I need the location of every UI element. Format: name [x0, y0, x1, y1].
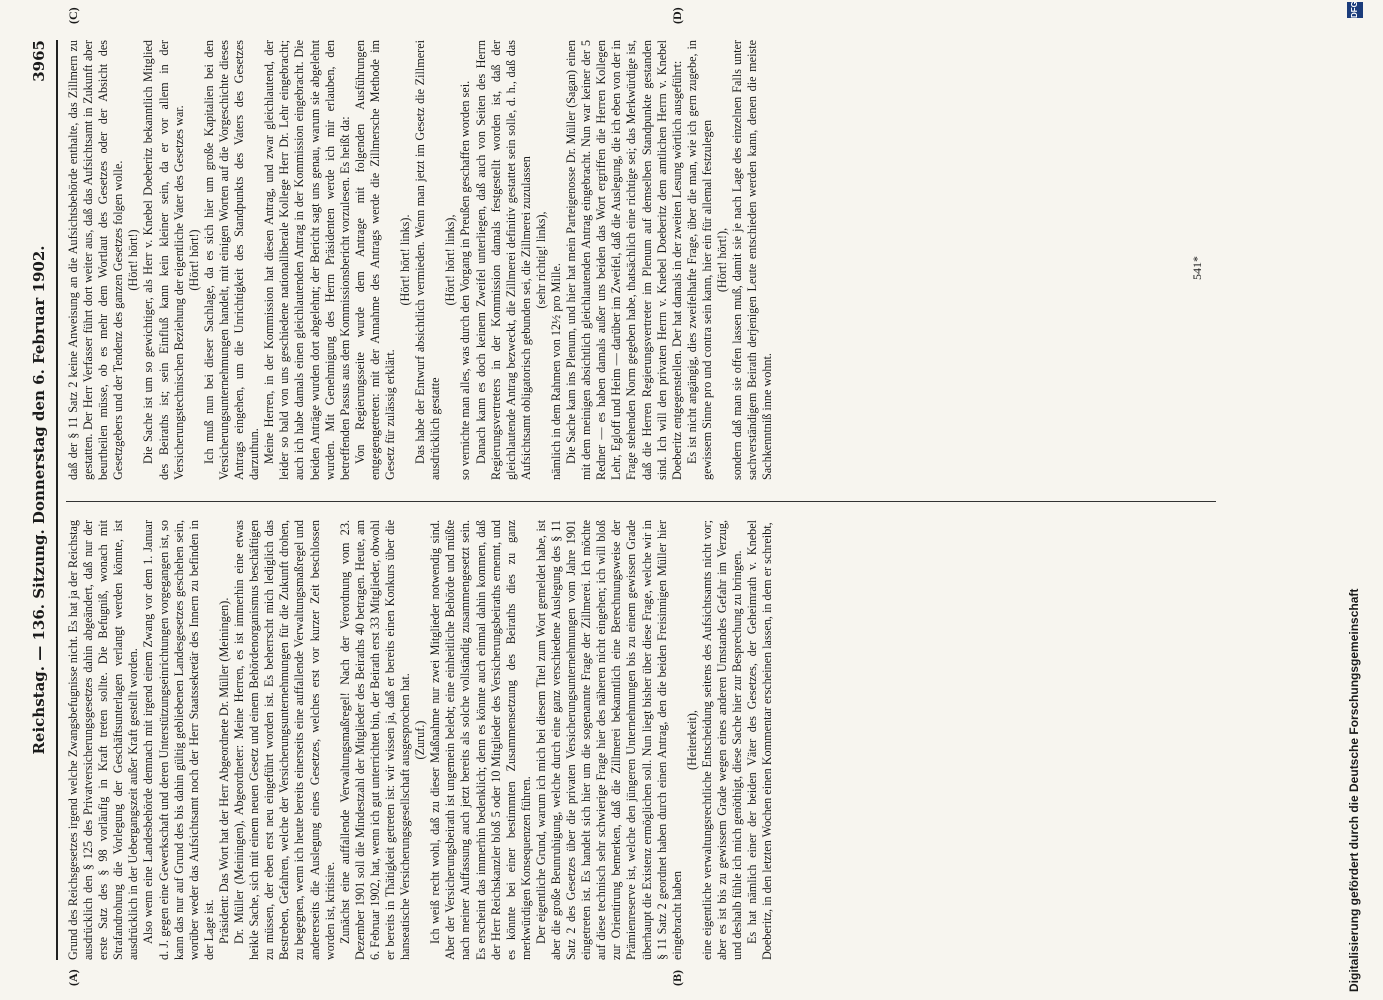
paragraph: sondern daß man sie offen lassen muß, damit sie je nach Lage des einzelnen Falls unter sachverständigem Beirath derjenigen Leute entschieden werden kann, denen die meiste Sachkenntniß inne wohnt.	[730, 40, 775, 480]
paragraph: Es hat nämlich einer der beiden Väter des Gesetzes, der Geheimrath v. Knebel Doeberitz, in den letzten Wochen einen Kommentar erscheinen lassen, in dem er schreibt,	[745, 520, 775, 960]
paragraph: Der eigentliche Grund, warum ich mich bei diesem Titel zum Wort gemeldet habe, ist aber die große Beunruhigung, welche durch eine ganz verschiedene Auslegung des § 11 Satz 2 des Gesetzes über die privaten Versicherungsunternehmungen vom Jahre 1901 eingetreten ist. Es handelt sich hier um die sogenannte Frage der Zillmerei. Ich möchte auf diese technisch sehr schwierige Frage hier des näheren nicht eingehen; ich will bloß zur Orientirung bemerken, daß die Zillmerei bekanntlich eine Berechnungsweise der Prämienreserve ist, welche den jüngeren Unternehmungen bis zu einem gewissen Grade überhaupt die Existenz ermöglichen soll. Nun liegt bisher über diese Frage, welche wir in § 11 Satz 2 geordnet haben durch einen Antrag, den die beiden Freisinnigen Müller hier eingebracht haben	[533, 520, 684, 960]
paragraph: Dr. Müller (Meiningen), Abgeordneter: Meine Herren, es ist immerhin eine etwas heikle Sache, sich mit einem neuen Gesetz und einem Behördenorganismus beschäftigen zu müssen, der eben erst neu eingeführt worden ist. Es beherrscht mich lediglich das Bestreben, Gefahren, welche der Versicherungsunternehmungen für die Zukunft drohen, zu begegnen, wenn ich heute bereits einerseits eine auffallende Verwaltungsmaßregel und andererseits die Auslegung eines Gesetzes, welches erst vor kurzer Zeit beschlossen worden ist, kritisire.	[232, 520, 337, 960]
digitization-strip	[1345, 0, 1369, 1000]
paragraph: Zunächst eine auffallende Verwaltungsmaßregel! Nach der Verordnung vom 23. Dezember 1901 soll die Mindestzahl der Mitglieder des Beiraths 40 betragen. Heute, am 6. Februar 1902, hat, wenn ich gut unterrichtet bin, der Beirath erst 33 Mitglieder, obwohl er bereits in Thätigkeit getreten ist: wir wissen ja, daß er bereits einen Konkurs über die hanseatische Versicherungsgesellschaft ausgesprochen hat.	[337, 520, 413, 960]
paragraph: Danach kann es doch keinem Zweifel unterliegen, daß auch von Seiten des Herrn Regierungsvertreters in der Kommission damals festgestellt worden ist, daß der gleichlautende Antrag bezweckt, die Zillmerei definitiv gestattet sein solle, d. h., daß das Aufsichtsamt obligatorisch gebunden sei, die Zillmerei zuzulassen	[473, 40, 533, 480]
paragraph: (Hört! hört!)	[126, 229, 141, 291]
paragraph: Ich weiß recht wohl, daß zu dieser Maßnahme nur zwei Mitglieder notwendig sind. Aber der Versicherungsbeirath ist ungemein belebt; eine einheitliche Behörde und müßte nach meiner Auffassung auch jetzt bereits als solche vollständig zusammengesetzt sein. Es erscheint das immerhin bedenklich; denn es könnte auch einmal dahin kommen, daß der Herr Reichskanzler bloß 5 oder 10 Mitglieder des Versicherungsbeiraths ernennt, und es könnte bei einer bestimmten Zusammensetzung des Beiraths dies zu ganz merkwürdigen Konsequenzen führen.	[428, 520, 533, 960]
margin-marker-a: (A)	[66, 969, 80, 986]
paragraph: Ich muß nun bei dieser Sachlage, da es sich hier um große Kapitalien bei den Versicherungsunternehmungen handelt, mit einigen Worten auf die Vorgeschichte dieses Antrags eingehen, um die Unrichtigkeit des Standpunkts des Vaters des Gesetzes darzuthun.	[201, 40, 262, 480]
footer-sheet-number: 541*	[1190, 256, 1204, 280]
paragraph: (sehr richtig! links),	[533, 211, 548, 309]
paragraph: (Heiterkeit),	[684, 710, 699, 770]
header-title: Reichstag. — 136. Sitzung. Donnerstag den 6. Februar 1902.	[30, 245, 48, 755]
paragraph: (Zuruf.)	[413, 720, 428, 760]
margin-marker-d: (D)	[670, 7, 684, 24]
header-rule	[56, 40, 58, 960]
header-page-number: 3965	[30, 40, 48, 82]
paragraph: daß der § 11 Satz 2 keine Anweisung an die Aufsichtsbehörde enthalte, das Zillmern zu gestatten. Der Herr Verfasser führt dort weiter aus, daß das Aufsichtsamt in Zukunft aber beurtheilen müsse, ob es mehr dem Wortlaut des Gesetzes oder der Absicht des Gesetzgebers und der Tendenz des ganzen Gesetzes folgen wolle.	[66, 40, 126, 480]
margin-marker-b: (B)	[670, 970, 684, 986]
paragraph: Die Sache kam ins Plenum, und hier hat mein Parteigenosse Dr. Müller (Sagan) einen mit dem meinigen absichtlich gleichlautenden Antrag eingebracht. Nun war keiner der 5 Redner — es haben damals außer uns beiden das Wort ergriffen die Herren Kollegen Lehr, Egloff und Heim — darüber im Zweifel, daß die Auslegung, die ich eben von der in Frage stehenden Norm gegeben habe, thatsächlich eine richtige sei; das Merkwürdige ist, daß die Herren Regierungsvertreter im Plenum auf demselben Standpunkte gestanden sind. Ich will den privaten Herrn v. Knebel Doeberitz dem amtlichen Herrn v. Knebel Doeberitz entgegenstellen. Der hat damals in der zweiten Lesung wörtlich ausgeführt:	[564, 40, 684, 480]
digitization-credit: Digitalisierung gefördert durch die Deutsche Forschungsgemeinschaft	[1347, 588, 1361, 992]
text-column-right	[66, 40, 775, 480]
paragraph: (Hört! hört! links).	[398, 214, 413, 306]
text-column-left	[66, 520, 775, 960]
paragraph: Meine Herren, in der Kommission hat diesen Antrag, und zwar gleichlautend, der leider so bald von uns geschiedene nationalliberale Kollege Herr Dr. Lehr eingebracht; auch ich habe damals einen gleichlautenden Antrag in der Kommission eingebracht. Die beiden Anträge wurden dort abgelehnt; der Bericht sagt uns genau, warum sie abgelehnt wurden. Mit Genehmigung des Herrn Präsidenten werde ich mir erlauben, den betreffenden Passus aus dem Kommissionsbericht vorzulesen. Es heißt da:	[262, 40, 352, 480]
paragraph: nämlich in dem Rahmen von 12½ pro Mille.	[549, 263, 563, 480]
paragraph: Die Sache ist um so gewichtiger, als Herr v. Knebel Doeberitz bekanntlich Mitglied des Beiraths ist; sein Einfluß kann kein kleiner sein, da er vor allem in der Versicherungstechnischen Beziehung der eigentliche Vater des Gesetzes war.	[141, 40, 186, 480]
margin-marker-c: (C)	[66, 7, 80, 24]
paragraph: Präsident: Das Wort hat der Herr Abgeordnete Dr. Müller (Meiningen).	[216, 597, 231, 944]
paragraph: (Hört! hört!),	[715, 227, 730, 293]
column-divider	[66, 501, 1216, 502]
paragraph: Von Regierungsseite wurde dem Antrage mit folgenden Ausführungen entgegengetreten: mit der Annahme des Antrags werde die Zillmersche Methode im Gesetz für zulässig erklärt.	[352, 40, 397, 480]
paragraph: (Hört! hört! links),	[443, 214, 458, 306]
dfg-logo-icon: DFG	[1347, 2, 1363, 18]
page-header	[30, 40, 52, 960]
paragraph: (Hört! hört!)	[186, 229, 201, 291]
paragraph: Das habe der Entwurf absichtlich vermieden. Wenn man jetzt im Gesetz die Zillmerei ausdrücklich gestatte	[413, 40, 443, 480]
paragraph: Es ist nicht angängig, dies zweifelhafte Frage, über die man, wie ich gern zugebe, in gewissem Sinne pro und contra sein kann, hier ein für allemal festzulegen	[684, 40, 714, 480]
paragraph: Also wenn eine Landesbehörde demnach mit irgend einem Zwang vor dem 1. Januar d. J. gegen eine Gewerkschaft und deren Unterstützungseinrichtungen vorgegangen ist, so kann das nur auf Grund des bis dahin gültig gebliebenen Landesgesetzes geschehen sein, worüber weder das Aufsichtsamt noch der Herr Staatssekretär des Innern zu befinden in der Lage ist.	[141, 520, 216, 960]
paragraph: eine eigentliche verwaltungsrechtliche Entscheidung seitens des Aufsichtsamts nicht vor; aber es ist bis zu gewissem Grade wegen eines anderen Umstandes Gefahr im Verzug, und deshalb fühle ich mich genöthigt, diese Sache hier zur Besprechung zu bringen.	[699, 520, 745, 960]
paragraph: so vernichte man alles, was durch den Vorgang in Preußen geschaffen worden sei.	[458, 80, 473, 480]
paragraph: Grund des Reichsgesetzes irgend welche Zwangsbefugnisse nicht. Es hat ja der Reichstag ausdrücklich den § 125 des Privatversicherungsgesetzes dahin abgeändert, daß nur der erste Satz des § 98 vorläufig in Kraft treten sollte. Die Befugniß, wonach mit Strafandrohung die Vorlegung der Geschäftsunterlagen verlangt werden könnte, ist ausdrücklich in der Uebergangszeit außer Kraft gestellt worden.	[66, 520, 141, 960]
